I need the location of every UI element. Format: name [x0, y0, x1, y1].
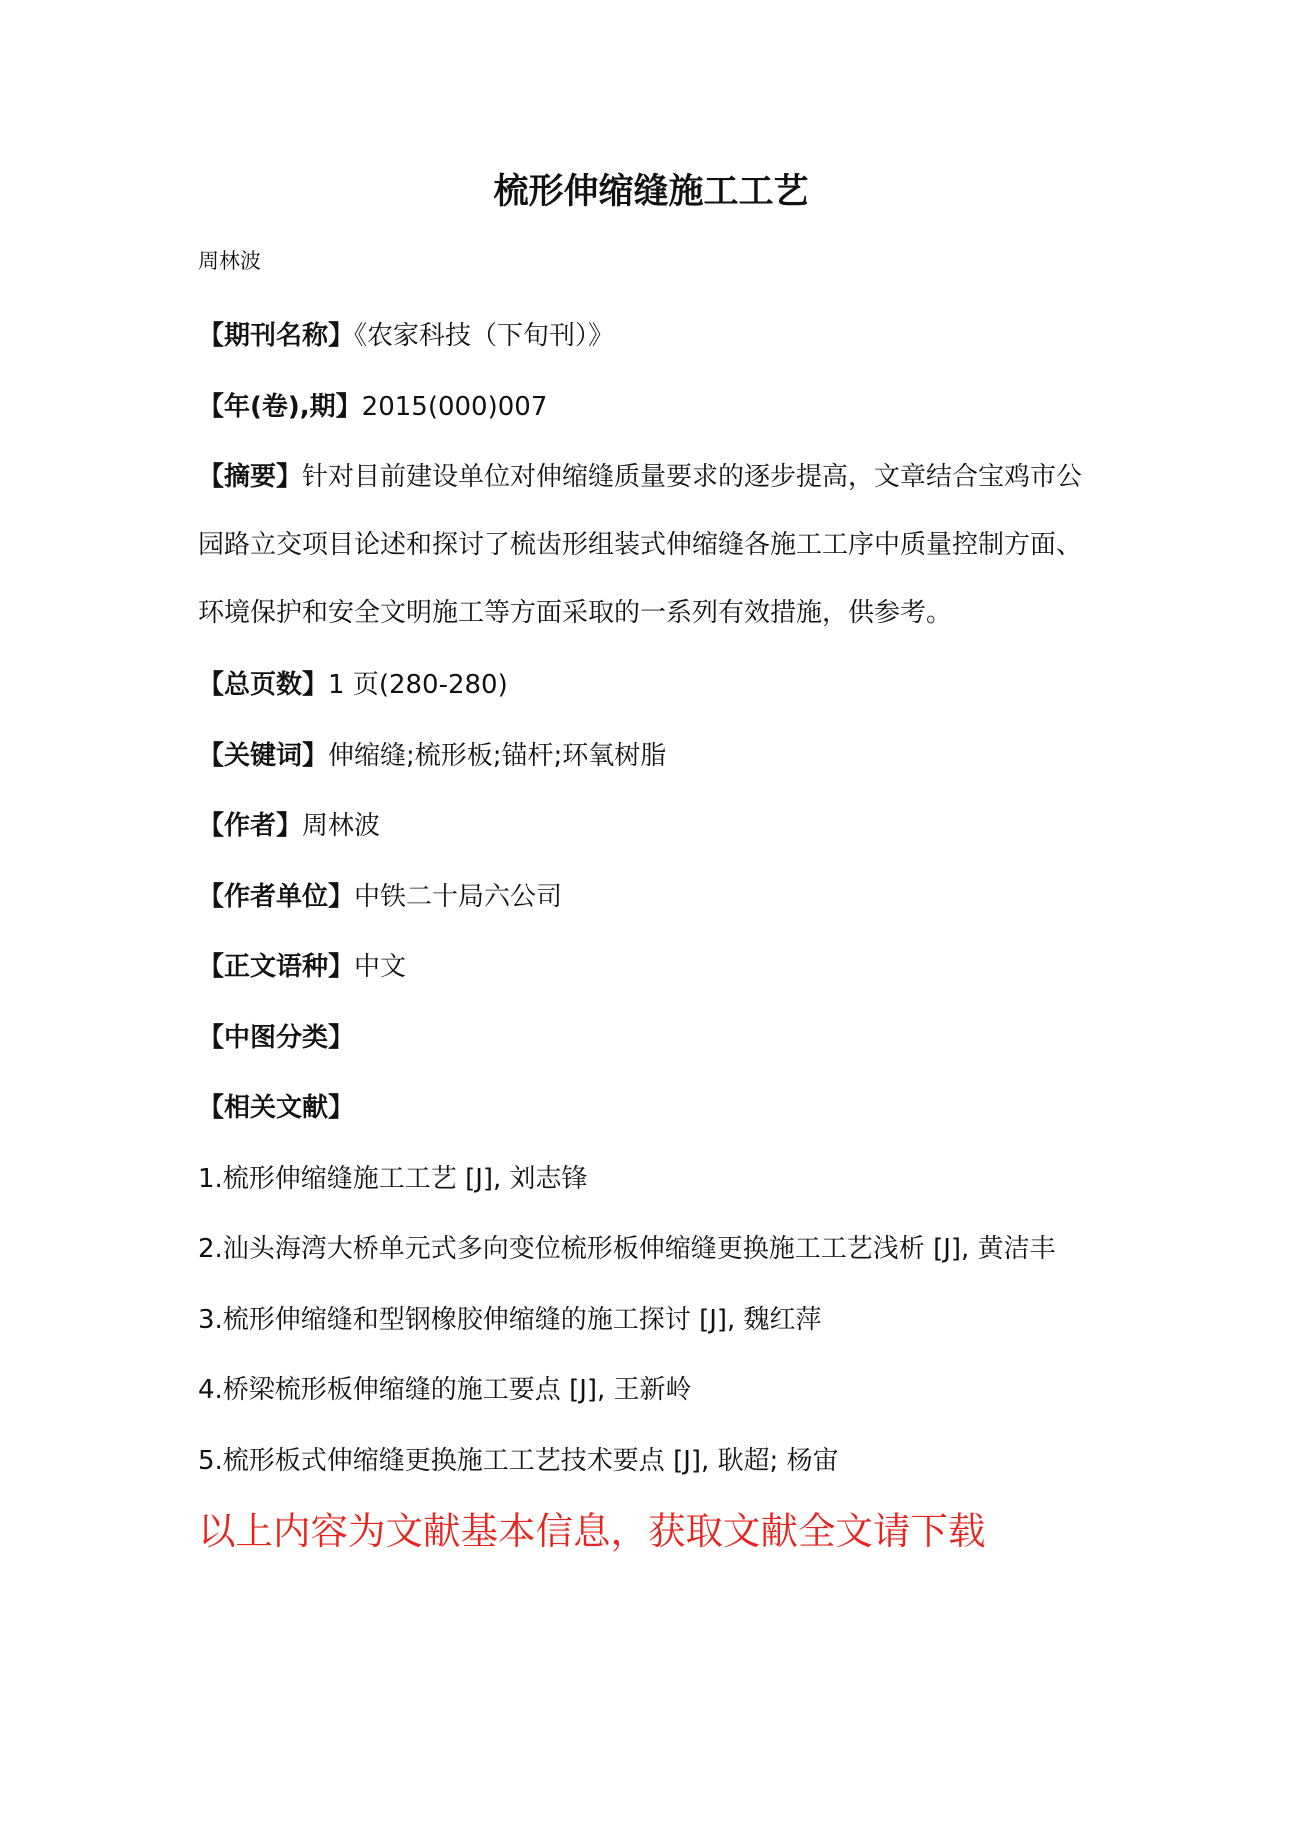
- field-value: 2015(000)007: [361, 391, 548, 422]
- field-value: 中铁二十局六公司: [354, 881, 563, 912]
- field-year-volume-issue: [198, 372, 1098, 443]
- reference-item: 1.梳形伸缩缝施工工艺 [J], 刘志锋: [198, 1163, 588, 1194]
- field-label: 【正文语种】: [198, 952, 355, 982]
- field-abstract: [198, 443, 1098, 647]
- field-label: 【期刊名称】: [198, 321, 355, 351]
- field-journal-name: [198, 301, 1098, 372]
- field-label: 【相关文献】: [198, 1093, 355, 1123]
- field-total-pages: [198, 650, 1098, 721]
- field-label: 【年(卷),期】: [198, 391, 362, 422]
- field-author-affiliation: [198, 862, 1098, 933]
- field-value: 《农家科技（下旬刊）》: [354, 321, 615, 351]
- author-line: 周林波: [198, 249, 261, 273]
- field-label: 【摘要】: [198, 462, 303, 492]
- reference-item: 4.桥梁梳形板伸缩缝的施工要点 [J], 王新岭: [198, 1375, 692, 1405]
- field-related-literature: [198, 1073, 1098, 1144]
- field-label: 【作者单位】: [198, 881, 355, 912]
- field-value: 周林波: [302, 811, 381, 841]
- field-label: 【中图分类】: [198, 1022, 355, 1053]
- document-title: 梳形伸缩缝施工工艺: [493, 172, 809, 212]
- field-label: 【作者】: [198, 811, 303, 841]
- download-notice: 以上内容为文献基本信息，获取文献全文请下载: [198, 1509, 986, 1553]
- reference-item: 3.梳形伸缩缝和型钢橡胶伸缩缝的施工探讨 [J], 魏红萍: [198, 1304, 822, 1335]
- field-language: [198, 932, 1098, 1003]
- field-value: 伸缩缝;梳形板;锚杆;环氧树脂: [328, 740, 667, 771]
- field-value: 针对目前建设单位对伸缩缝质量要求的逐步提高，文章结合宝鸡市公园路立交项目论述和探讨了梳齿形组装式伸缩缝各施工工序中质量控制方面、环境保护和安全文明施工等方面采取的一系列有效措施，供参考。: [198, 462, 1083, 628]
- document-body: [198, 301, 1098, 1496]
- field-classification: [198, 1003, 1098, 1074]
- reference-item: 2.汕头海湾大桥单元式多向变位梳形板伸缩缝更换施工工艺浅析 [J], 黄洁丰: [198, 1234, 1056, 1264]
- reference-item: 5.梳形板式伸缩缝更换施工工艺技术要点 [J], 耿超; 杨宙: [198, 1445, 839, 1476]
- field-keywords: [198, 721, 1098, 792]
- field-value: 中文: [354, 952, 407, 982]
- field-value: 1 页(280-280): [328, 670, 508, 700]
- field-label: 【总页数】: [198, 670, 329, 700]
- field-label: 【关键词】: [198, 740, 329, 771]
- field-author: [198, 791, 1098, 862]
